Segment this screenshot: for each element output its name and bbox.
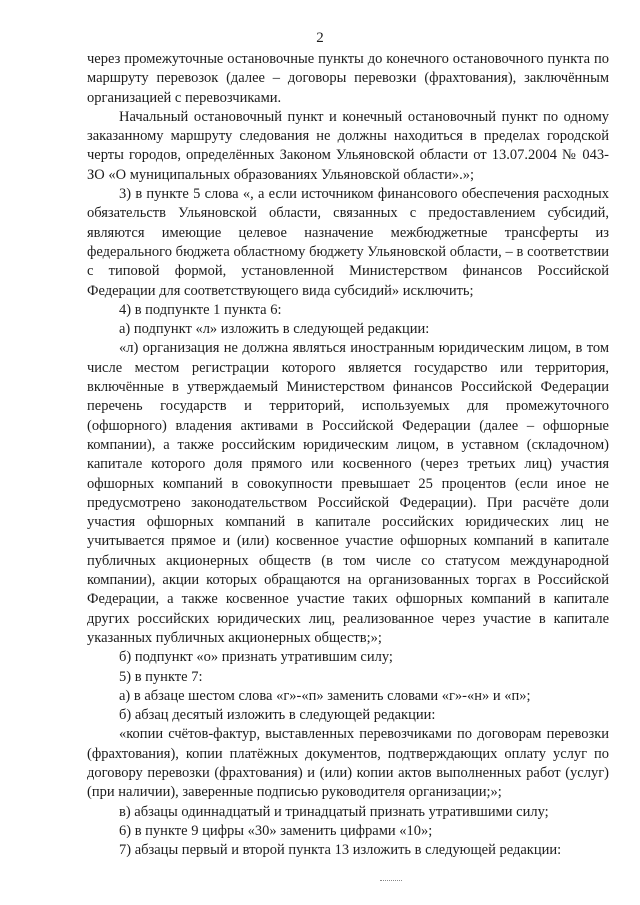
paragraph-item-3: 3) в пункте 5 слова «, а если источником финансового обеспечения расходных обязательств Ульяновской области, связанных с предоставлением субсидий, являются имеющие целевое назначение межбюджетные трансферты из федерального бюджета областному бюджету Ульяновской области, – в соответствии с типовой формой, установленной Министерством финансов Российской Федерации для соответствующего вида субсидий» исключить; xyxy=(87,186,609,299)
paragraph-item-5a: а) в абзаце шестом слова «г»-«п» заменить словами «г»-«н» и «п»; xyxy=(119,687,531,704)
paragraph-subitem-l-text: «л) организация не должна являться иностранным юридическим лицом, в том числе местом регистрации которого является государство или территория, включённые в утверждаемый Министерством финансов Российской Федерации перечень государств и территорий, используемых для промежуточного (офшорного) владения активами в Российской Федерации (далее – офшорные компании), а также российским юридическим лицом, в уставном (складочном) капитале которого доля прямого или косвенного (через третьих лиц) участия офшорных компаний в совокупности превышает 25 процентов (если иное не предусмотрено законодательством Российской Федерации). При расчёте доли участия офшорных компаний в капитале российских юридических лиц не учитывается прямое и (или) косвенное участие офшорных компаний в капитале публичных акционерных обществ (в том числе со статусом международной компании), акции которых обращаются на организованных торгах в Российской Федерации, а также косвенное участие таких офшорных компаний в капитале других российских юридических лиц, реализованное через участие в капитале указанных публичных акционерных обществ;»; xyxy=(87,340,609,646)
paragraph-item-7: 7) абзацы первый и второй пункта 13 изложить в следующей редакции: xyxy=(119,842,562,859)
paragraph-item-5: 5) в пункте 7: xyxy=(119,668,203,685)
paragraph-item-6: 6) в пункте 9 цифры «30» заменить цифрами «10»; xyxy=(119,822,433,839)
paragraph-item-5v: в) абзацы одиннадцатый и тринадцатый признать утратившими силу; xyxy=(119,803,549,820)
paragraph-item-4: 4) в подпункте 1 пункта 6: xyxy=(119,301,282,318)
footer-scan-mark xyxy=(380,880,402,882)
paragraph-invoices-text: «копии счётов-фактур, выставленных перевозчиками по договорам перевозки (фрахтования), копии платёжных документов, подтверждающих оплату услуг по договору перевозки (фрахтования) и (или) копии актов выполненных работ (услуг) (при наличии), заверенные подписью руководителя организации;»; xyxy=(87,726,609,801)
paragraph-continuation: через промежуточные остановочные пункты до конечного остановочного пункта по маршруту перевозок (далее – договоры перевозки (фрахтования), заключённым организацией с перевозчиками. xyxy=(87,51,609,106)
paragraph-item-5b: б) абзац десятый изложить в следующей редакции: xyxy=(119,707,436,724)
page-number: 2 xyxy=(316,30,324,46)
paragraph-item-4a: а) подпункт «л» изложить в следующей редакции: xyxy=(119,321,430,338)
document-body xyxy=(87,50,609,860)
paragraph-item-4b: б) подпункт «о» признать утратившим силу; xyxy=(119,649,393,666)
paragraph-stops-rule: Начальный остановочный пункт и конечный остановочный пункт по одному заказанному маршруту следования не должны находиться в пределах городской черты городов, определённых Законом Ульяновской области от 13.07.2004 № 043-ЗО «О муниципальных образованиях Ульяновской области».»; xyxy=(87,108,609,183)
